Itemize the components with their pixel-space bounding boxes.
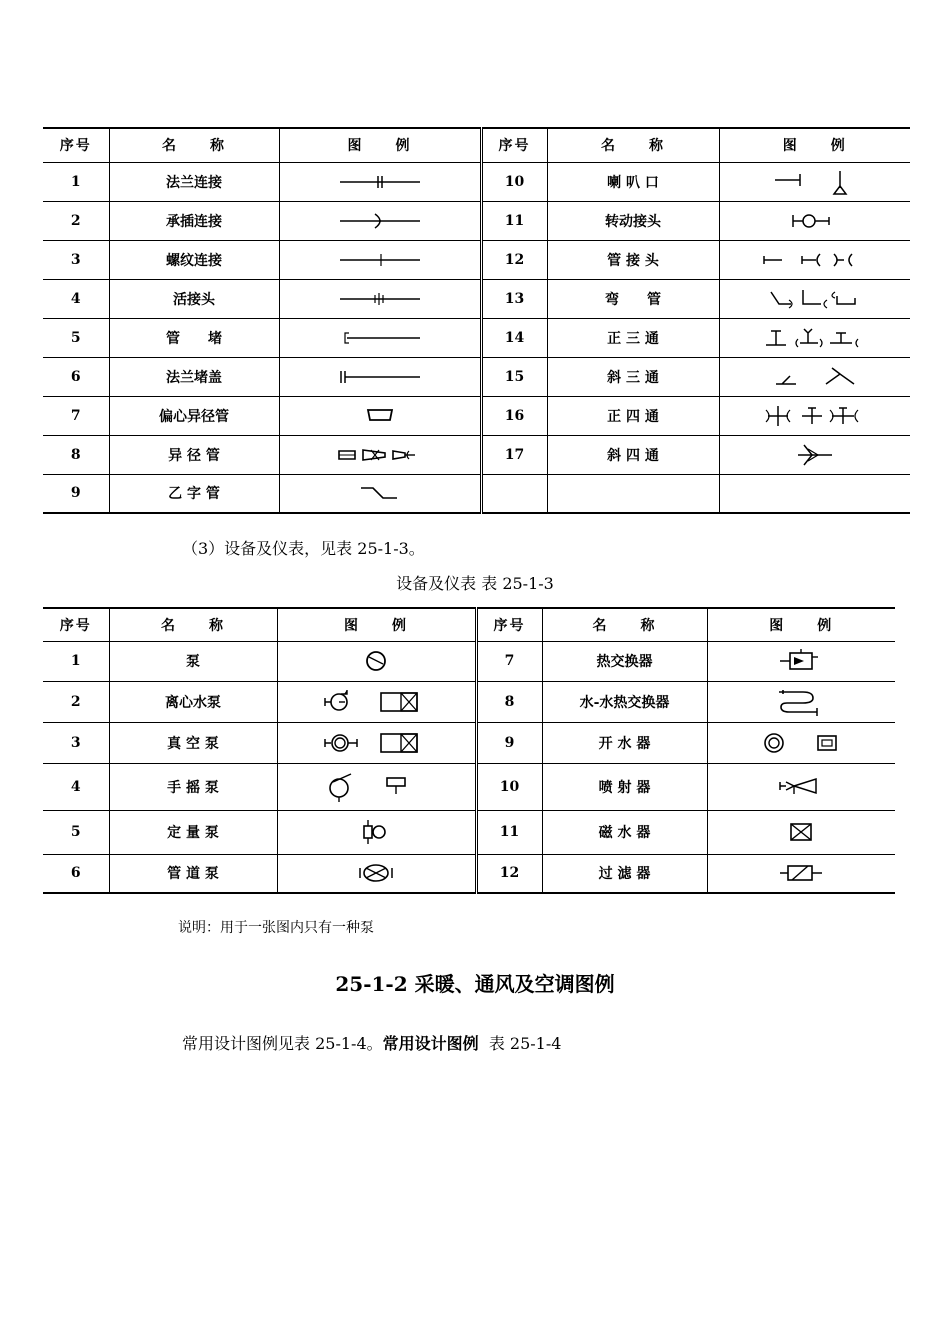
header-no: 序号 [476, 608, 542, 641]
oblique-tee-icon [719, 357, 910, 396]
bell-mouth-icon [719, 162, 910, 201]
paragraph-text: 常用设计图例见表 25-1-4。 [182, 1034, 383, 1053]
reducer-icon [279, 435, 481, 474]
row-name: 手 摇 泵 [109, 763, 277, 810]
metering-pump-icon [277, 810, 476, 854]
row-name: 水-水热交换器 [542, 681, 707, 722]
row-no: 5 [43, 318, 109, 357]
threaded-connection-icon [279, 240, 481, 279]
pump-icon [277, 641, 476, 681]
row-no: 10 [476, 763, 542, 810]
socket-connection-icon [279, 201, 481, 240]
magnetizer-icon [707, 810, 895, 854]
inline-pump-icon [277, 854, 476, 893]
row-no: 5 [43, 810, 109, 854]
filter-icon [707, 854, 895, 893]
row-no: 13 [481, 279, 547, 318]
eccentric-reducer-icon [279, 396, 481, 435]
row-name: 定 量 泵 [109, 810, 277, 854]
row-no: 16 [481, 396, 547, 435]
row-name: 斜 三 通 [547, 357, 719, 396]
row-name: 管 堵 [109, 318, 279, 357]
elbow-icon [719, 279, 910, 318]
header-legend: 图 例 [277, 608, 476, 641]
hand-pump-icon [277, 763, 476, 810]
flange-blind-icon [279, 357, 481, 396]
row-name: 斜 四 通 [547, 435, 719, 474]
row-name: 偏心异径管 [109, 396, 279, 435]
header-name: 名 称 [542, 608, 707, 641]
row-no: 2 [43, 681, 109, 722]
paragraph-design-legend [182, 1031, 561, 1054]
table-caption: 设备及仪表 表 25-1-3 [396, 574, 554, 593]
row-no: 9 [43, 474, 109, 513]
header-no: 序号 [43, 128, 109, 162]
row-no: 12 [481, 240, 547, 279]
row-no: 12 [476, 854, 542, 893]
row-name: 弯 管 [547, 279, 719, 318]
table-note: 说明：用于一张图内只有一种泵 [178, 920, 374, 936]
vacuum-pump-icon [277, 722, 476, 763]
pipe-plug-icon [279, 318, 481, 357]
row-name: 管 道 泵 [109, 854, 277, 893]
swivel-joint-icon [719, 201, 910, 240]
water-water-exchanger-icon [707, 681, 895, 722]
row-no: 1 [43, 641, 109, 681]
row-no: 1 [43, 162, 109, 201]
row-name: 法兰连接 [109, 162, 279, 201]
water-boiler-icon [707, 722, 895, 763]
row-name: 泵 [109, 641, 277, 681]
header-legend: 图 例 [279, 128, 481, 162]
row-name: 正 三 通 [547, 318, 719, 357]
row-name: 法兰堵盖 [109, 357, 279, 396]
union-joint-icon [279, 279, 481, 318]
centrifugal-pump-icon [277, 681, 476, 722]
row-no: 17 [481, 435, 547, 474]
tee-icon [719, 318, 910, 357]
row-no: 6 [43, 357, 109, 396]
cross-icon [719, 396, 910, 435]
table-number: 表 25-1-4 [478, 1034, 562, 1053]
row-name: 螺纹连接 [109, 240, 279, 279]
flange-connection-icon [279, 162, 481, 201]
header-legend: 图 例 [707, 608, 895, 641]
header-name: 名 称 [109, 608, 277, 641]
row-no: 15 [481, 357, 547, 396]
row-name: 异 径 管 [109, 435, 279, 474]
table-title-bold: 常用设计图例 [382, 1034, 479, 1053]
header-no: 序号 [43, 608, 109, 641]
row-name: 磁 水 器 [542, 810, 707, 854]
row-no: 8 [43, 435, 109, 474]
row-no: 2 [43, 201, 109, 240]
paragraph-equipment-intro: （3）设备及仪表，见表 25-1-3。 [182, 539, 425, 558]
header-no: 序号 [481, 128, 547, 162]
row-no: 11 [476, 810, 542, 854]
offset-pipe-icon [279, 474, 481, 513]
pipe-joint-icon [719, 240, 910, 279]
row-name: 承插连接 [109, 201, 279, 240]
row-no: 10 [481, 162, 547, 201]
header-legend: 图 例 [719, 128, 910, 162]
row-name: 正 四 通 [547, 396, 719, 435]
row-name: 转动接头 [547, 201, 719, 240]
heat-exchanger-icon [707, 641, 895, 681]
row-name: 过 滤 器 [542, 854, 707, 893]
row-no: 11 [481, 201, 547, 240]
row-no: 8 [476, 681, 542, 722]
row-name: 乙 字 管 [109, 474, 279, 513]
row-no: 4 [43, 763, 109, 810]
row-no: 14 [481, 318, 547, 357]
row-no: 7 [476, 641, 542, 681]
row-name: 管 接 头 [547, 240, 719, 279]
row-no: 3 [43, 722, 109, 763]
row-name: 热交换器 [542, 641, 707, 681]
row-name: 活接头 [109, 279, 279, 318]
row-no: 3 [43, 240, 109, 279]
ejector-icon [707, 763, 895, 810]
row-no: 9 [476, 722, 542, 763]
header-name: 名 称 [547, 128, 719, 162]
oblique-cross-icon [719, 435, 910, 474]
row-name: 离心水泵 [109, 681, 277, 722]
pipe-fittings-table [43, 127, 910, 514]
equipment-table [43, 607, 895, 894]
row-name: 真 空 泵 [109, 722, 277, 763]
row-no: 4 [43, 279, 109, 318]
row-no: 7 [43, 396, 109, 435]
row-name: 喷 射 器 [542, 763, 707, 810]
row-name: 喇 叭 口 [547, 162, 719, 201]
header-name: 名 称 [109, 128, 279, 162]
row-name: 开 水 器 [542, 722, 707, 763]
section-heading: 25-1-2 采暖、通风及空调图例 [335, 972, 615, 996]
row-no: 6 [43, 854, 109, 893]
